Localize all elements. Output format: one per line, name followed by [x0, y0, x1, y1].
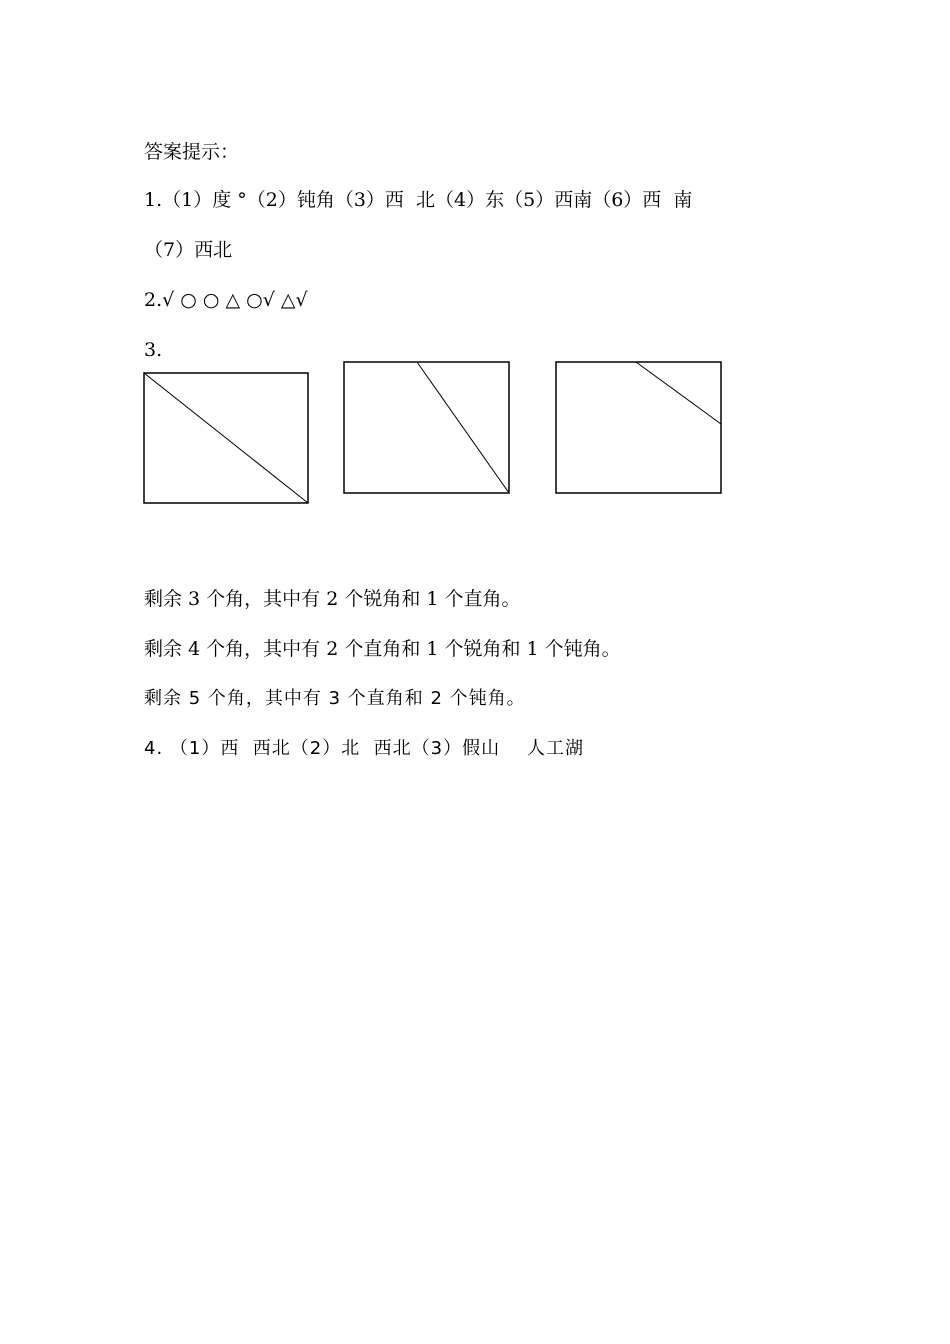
figure-rectangle-top-to-corner-cut	[343, 361, 511, 495]
figure-rectangle-top-to-side-cut	[555, 361, 723, 495]
figure-rectangle-diagonal-cut	[143, 372, 310, 505]
answer-heading: 答案提示：	[144, 141, 240, 163]
cut-line	[636, 362, 721, 424]
question-4-answer: 4. （1）西 西北（2）北 西北（3）假山 人工湖	[144, 738, 585, 759]
question-1-answer-line-2: （7）西北	[144, 239, 233, 261]
cut-line	[144, 373, 308, 503]
question-3-answer-2: 剩余 4 个角，其中有 2 个直角和 1 个锐角和 1 个钝角。	[144, 638, 621, 660]
question-2-answer: 2.√ ○ ○ △ ○√ △√	[144, 289, 308, 311]
cut-line	[417, 362, 509, 493]
question-3-label: 3.	[144, 339, 163, 361]
rectangle-outline	[344, 362, 509, 493]
question-1-answer-line-1: 1.（1）度 °（2）钝角（3）西 北（4）东（5）西南（6）西 南	[144, 189, 693, 211]
rectangle-outline	[556, 362, 721, 493]
question-3-answer-1: 剩余 3 个角，其中有 2 个锐角和 1 个直角。	[144, 588, 521, 610]
question-3-answer-3: 剩余 5 个角，其中有 3 个直角和 2 个钝角。	[144, 688, 526, 709]
